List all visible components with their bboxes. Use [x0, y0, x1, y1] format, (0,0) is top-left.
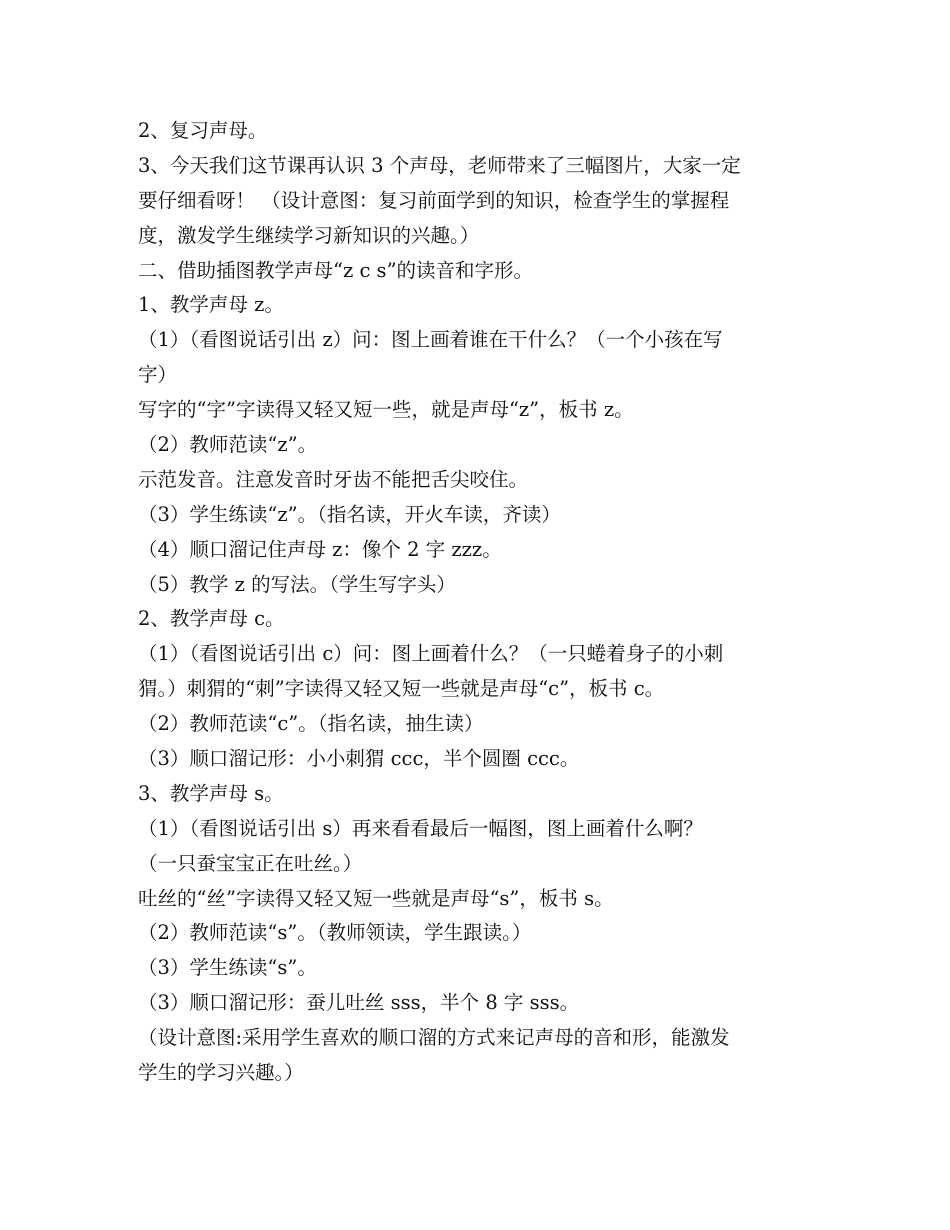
text-line: 字） — [138, 363, 178, 387]
text-line: （1）（看图说话引出 s）再来看看最后一幅图，图上画着什么啊？ — [138, 816, 703, 840]
text-line: 3、今天我们这节课再认识 3 个声母，老师带来了三幅图片，大家一定 — [138, 153, 741, 177]
text-line: （3）学生练读“z”。（指名读，开火车读，齐读） — [138, 502, 561, 526]
subsection-heading: 1、教学声母 z。 — [138, 293, 284, 317]
text-line: （5）教学 z 的写法。（学生写字头） — [138, 572, 456, 596]
text-line: （2）教师范读“s”。（教师领读，学生跟读。） — [138, 921, 532, 945]
text-line: 吐丝的“丝”字读得又轻又短一些就是声母“s”，板书 s。 — [138, 886, 614, 910]
text-line: 学生的学习兴趣。） — [138, 1061, 304, 1085]
subsection-heading: 2、教学声母 c。 — [138, 607, 285, 631]
text-line: 度，激发学生继续学习新知识的兴趣。） — [138, 223, 480, 247]
text-line: （3）顺口溜记形：小小刺猬 ccc，半个圆圈 ccc。 — [138, 747, 580, 771]
text-line: （1）（看图说话引出 c）问：图上画着什么？（一只蜷着身子的小刺 — [138, 642, 724, 666]
text-line: （设计意图:采用学生喜欢的顺口溜的方式来记声母的音和形，能激发 — [138, 1026, 730, 1050]
text-line: （4）顺口溜记住声母 z：像个 2 字 zzz。 — [138, 537, 502, 561]
text-line: 猬。）刺猬的“刺”字读得又轻又短一些就是声母“c”，板书 c。 — [138, 677, 665, 701]
text-line: 要仔细看呀！ （设计意图：复习前面学到的知识，检查学生的掌握程 — [138, 188, 730, 212]
text-line: （3）顺口溜记形：蚕儿吐丝 sss，半个 8 字 sss。 — [138, 991, 580, 1015]
text-line: （2）教师范读“c”。（指名读，抽生读） — [138, 712, 484, 736]
subsection-heading: 3、教学声母 s。 — [138, 781, 284, 805]
text-line: （3）学生练读“s”。 — [138, 956, 317, 980]
text-line: 2、复习声母。 — [138, 119, 268, 142]
text-line: （一只蚕宝宝正在吐丝。） — [138, 851, 363, 875]
section-heading: 二、借助插图教学声母“z c s”的读音和字形。 — [138, 258, 534, 282]
document-body — [138, 114, 818, 1091]
text-line: 写字的“字”字读得又轻又短一些，就是声母“z”，板书 z。 — [138, 398, 634, 422]
text-line: 示范发音。注意发音时牙齿不能把舌尖咬住。 — [138, 467, 529, 491]
text-line: （2）教师范读“z”。 — [138, 433, 318, 457]
text-line: （1）（看图说话引出 z）问：图上画着谁在干什么？（一个小孩在写 — [138, 328, 723, 352]
